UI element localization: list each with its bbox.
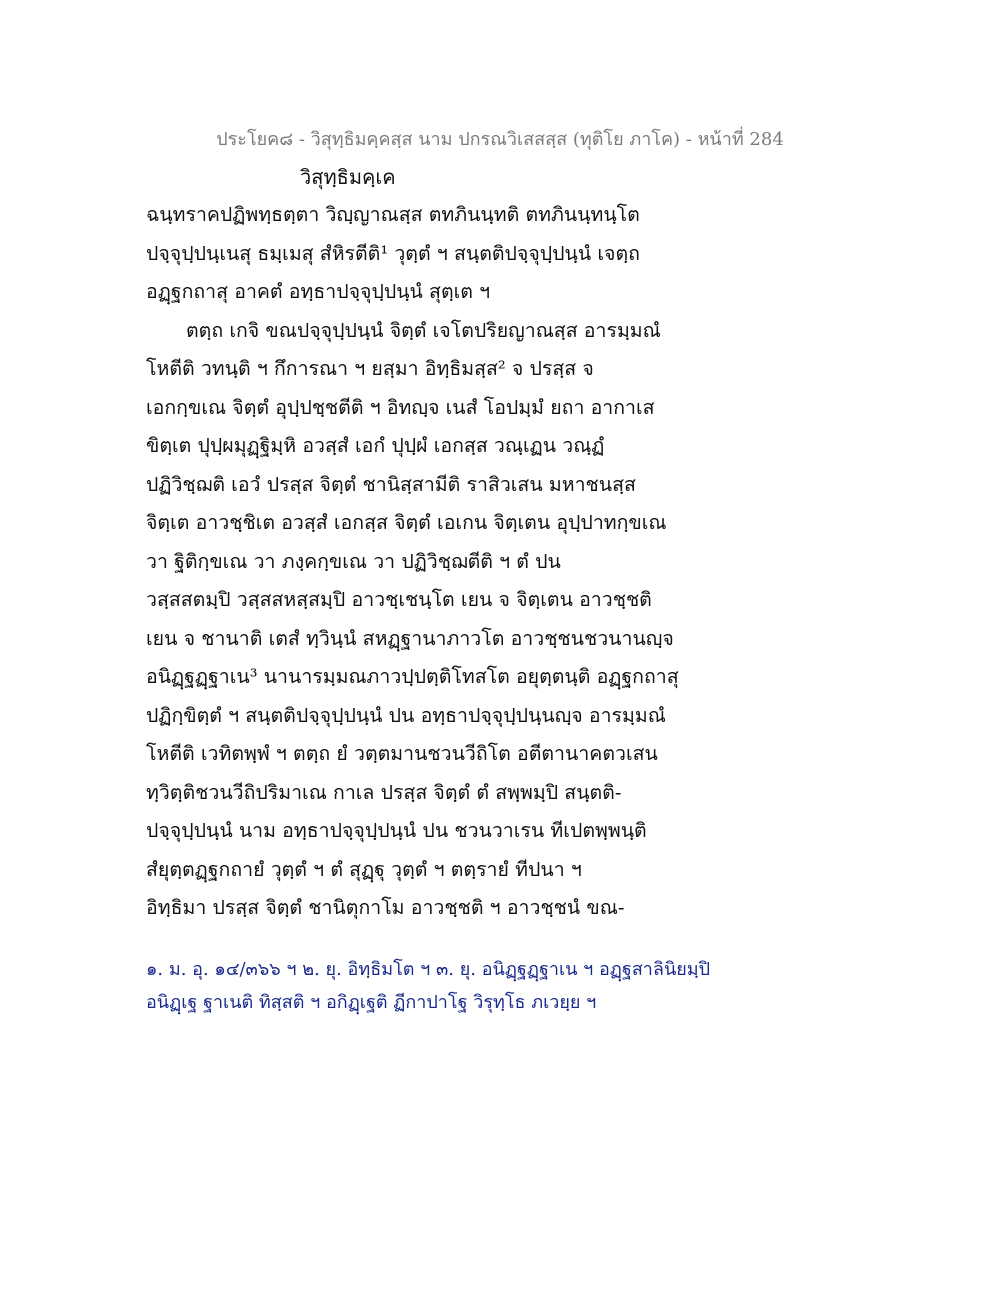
text-line: อฏฺฐกถาสุ อาคตํ อทฺธาปจฺจุปฺปนฺนํ สุตฺเต ฯ <box>146 280 491 303</box>
body-text <box>146 196 866 928</box>
text-line: ปจฺจุปฺปนฺนํ นาม อทฺธาปจฺจุปฺปนฺนํ ปน ชวนวาเรน ทีเปตพฺพนฺติ <box>146 819 647 842</box>
text-line: อิทฺธิมา ปรสฺส จิตฺตํ ชานิตุกาโม อาวชฺชติ ฯ อาวชฺชนํ ขณ- <box>146 896 625 919</box>
text-line: สํยุตฺตฏฺฐกถายํ วุตฺตํ ฯ ตํ สุฏฺฐุ วุตฺตํ ฯ ตตฺรายํ ทีปนา ฯ <box>146 857 582 881</box>
text-line: อนิฏฺฐฏฺฐาเน³ นานารมฺมณภาวปฺปตฺติโทสโต อยุตฺตนฺติ อฏฺฐกถาสุ <box>146 665 679 688</box>
text-line: วสฺสสตมฺปิ วสฺสสหสฺสมฺปิ อาวชฺเชนฺโต เยน จ จิตฺเตน อาวชฺชติ <box>146 588 652 611</box>
running-header: ประโยค๘ - วิสุทฺธิมคฺคสฺส นาม ปกรณวิเสสสฺส (ทุติโย ภาโค) - หน้าที่ 284 <box>216 129 784 150</box>
text-line: ปจฺจุปฺปนฺเนสุ ธมฺเมสุ สํหิรตีติ¹ วุตฺตํ ฯ สนฺตติปจฺจุปฺปนฺนํ เจตฺถ <box>146 241 640 265</box>
footnote-line: ๑. ม. อุ. ๑๔/๓๖๖ ฯ ๒. ยุ. อิทฺธิมโต ฯ ๓. ยุ. อนิฏฺฐฏฺฐาเน ฯ อฏฺฐสาลินิยมฺปิ <box>146 959 711 980</box>
text-line: จิตฺเต อาวชฺชิเต อวสฺสํ เอกสฺส จิตฺตํ เอเกน จิตฺเตน อุปฺปาทกฺขเณ <box>146 511 667 534</box>
text-line: เยน จ ชานาติ เตสํ ทฺวินฺนํ สหฏฺฐานาภาวโต อาวชฺชนชวนานญฺจ <box>146 626 674 650</box>
paragraph-start-line: ตตฺถ เกจิ ขณปจฺจุปฺปนฺนํ จิตฺตํ เจโตปริยญาณสฺส อารมฺมณํ <box>186 318 661 342</box>
text-line: ปฏิวิชฺฌติ เอวํ ปรสฺส จิตฺตํ ชานิสฺสามีติ ราสิวเสน มหาชนสฺส <box>146 472 636 496</box>
book-title: วิสุทฺธิมคฺเค <box>300 165 396 189</box>
footnotes <box>146 953 866 1019</box>
text-line: โหตีติ เวทิตพฺพํ ฯ ตตฺถ ยํ วตฺตมานชวนวีถิโต อตีตานาคตวเสน <box>146 742 658 765</box>
text-line: ทฺวิตฺติชวนวีถิปริมาเณ กาเล ปรสฺส จิตฺตํ ตํ สพฺพมฺปิ สนฺตติ- <box>146 780 622 804</box>
text-line: ขิตฺเต ปุปฺผมุฏฺฐิมฺหิ อวสฺสํ เอกํ ปุปฺผํ เอกสฺส วณฺเฏน วณฺฏํ <box>146 434 605 457</box>
text-line: เอกกฺขเณ จิตฺตํ อุปฺปชฺชตีติ ฯ อิทญฺจ เนสํ โอปมฺมํ ยถา อากาเส <box>146 395 655 419</box>
text-line: ฉนฺทราคปฏิพทฺธตฺตา วิญฺญาณสฺส ตทภินนฺทติ ตทภินนฺทนฺโต <box>146 203 640 226</box>
text-line: โหตีติ วทนฺติ ฯ กึการณา ฯ ยสฺมา อิทฺธิมสฺส² จ ปรสฺส จ <box>146 357 594 380</box>
text-line: ปฏิกฺขิตฺตํ ฯ สนฺตติปจฺจุปฺปนฺนํ ปน อทฺธาปจฺจุปฺปนฺนญฺจ อารมฺมณํ <box>146 703 666 727</box>
footnote-line: อนิฏฺเฐ ฐาเนติ ทิสฺสติ ฯ อกิฏฺเฐติ ฏีกาปาโฐ วิรุทฺโธ ภเวยฺย ฯ <box>146 992 597 1013</box>
text-line: วา ฐิติกฺขเณ วา ภงฺคกฺขเณ วา ปฏิวิชฺฌตีติ ฯ ตํ ปน <box>146 549 561 573</box>
